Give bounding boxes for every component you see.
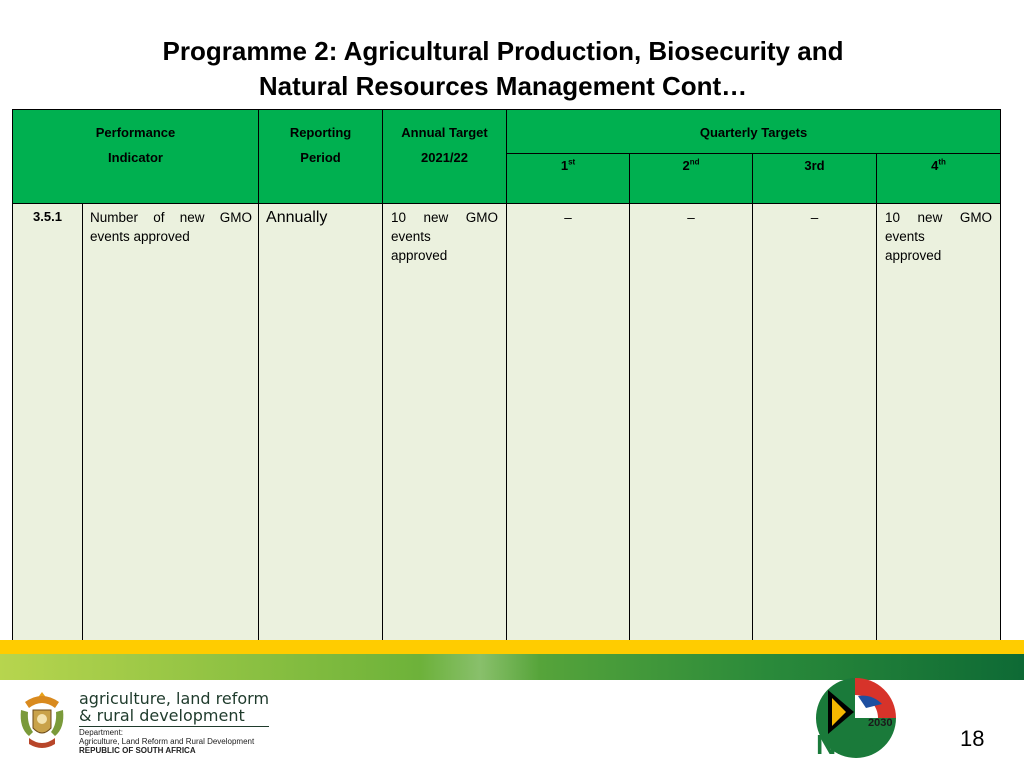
quarter-num: 1 — [560, 158, 569, 173]
header-text: Annual Target — [401, 125, 488, 140]
ndp-logo — [808, 672, 902, 760]
page-number: 18 — [960, 726, 985, 751]
title-line-1: Programme 2: Agricultural Production, Biosecurity and — [162, 36, 844, 66]
header-text: Performance — [95, 125, 176, 140]
department-subtext — [79, 728, 254, 755]
quarter-num: 4 — [931, 158, 939, 173]
target-word: new — [423, 210, 449, 225]
q4-line-1 — [885, 208, 992, 227]
header-reporting-period — [259, 110, 383, 204]
department-small-line2: Agriculture, Land Reform and Rural Development — [79, 737, 255, 746]
row-q1: – — [507, 204, 630, 642]
row-q4 — [877, 204, 1001, 642]
row-annual-target — [383, 204, 507, 642]
header-text: 2021/22 — [421, 150, 469, 165]
header-text: Quarterly Targets — [699, 125, 808, 140]
row-reporting-period: Annually — [259, 204, 383, 642]
quarter-suffix: st — [568, 157, 576, 167]
header-annual-target — [383, 110, 507, 204]
title-line-2: Natural Resources Management Cont… — [258, 71, 748, 101]
department-divider — [79, 726, 269, 727]
department-name-line2: & rural development — [79, 706, 245, 725]
row-q3: – — [753, 204, 877, 642]
q4-word: new — [917, 210, 943, 225]
target-line-1 — [391, 208, 498, 227]
q4-word: 10 — [885, 210, 901, 225]
row-number: 3.5.1 — [13, 204, 83, 642]
department-logo — [15, 688, 275, 758]
header-performance-indicator — [13, 110, 259, 204]
header-quarter-4 — [877, 154, 1001, 204]
header-text: Period — [300, 150, 341, 165]
ndp-year: 2030 — [868, 717, 893, 729]
quarter-suffix: nd — [689, 157, 700, 167]
row-q2: – — [630, 204, 753, 642]
header-text: Indicator — [108, 150, 163, 165]
footer-band-yellow — [0, 640, 1024, 654]
footer-band-highlight — [420, 654, 540, 680]
department-name-line1: agriculture, land reform — [79, 689, 270, 708]
table-row — [13, 204, 1001, 642]
slide-title — [0, 34, 1006, 104]
department-name — [79, 690, 269, 724]
header-quarterly-targets — [507, 110, 1001, 154]
header-text: Reporting — [289, 125, 352, 140]
performance-table — [12, 109, 1001, 642]
target-line-3: approved — [391, 248, 448, 263]
ndp-text: NDP — [816, 729, 876, 760]
target-word: 10 — [391, 210, 407, 225]
department-small-line3: REPUBLIC OF SOUTH AFRICA — [79, 746, 196, 755]
quarter-suffix: th — [938, 157, 946, 167]
quarter-num: 3rd — [804, 158, 825, 173]
q4-line-2: events — [885, 229, 925, 244]
target-word: GMO — [465, 210, 498, 225]
q4-word: GMO — [959, 210, 993, 225]
header-quarter-2 — [630, 154, 753, 204]
header-quarter-1 — [507, 154, 630, 204]
quarter-num: 2 — [682, 158, 690, 173]
coat-of-arms-icon — [15, 688, 69, 754]
department-small-line1: Department: — [79, 728, 124, 737]
q4-line-3: approved — [885, 248, 942, 263]
header-quarter-3 — [753, 154, 877, 204]
target-line-2: events — [391, 229, 431, 244]
row-indicator: Number of new GMO events approved — [83, 204, 259, 642]
